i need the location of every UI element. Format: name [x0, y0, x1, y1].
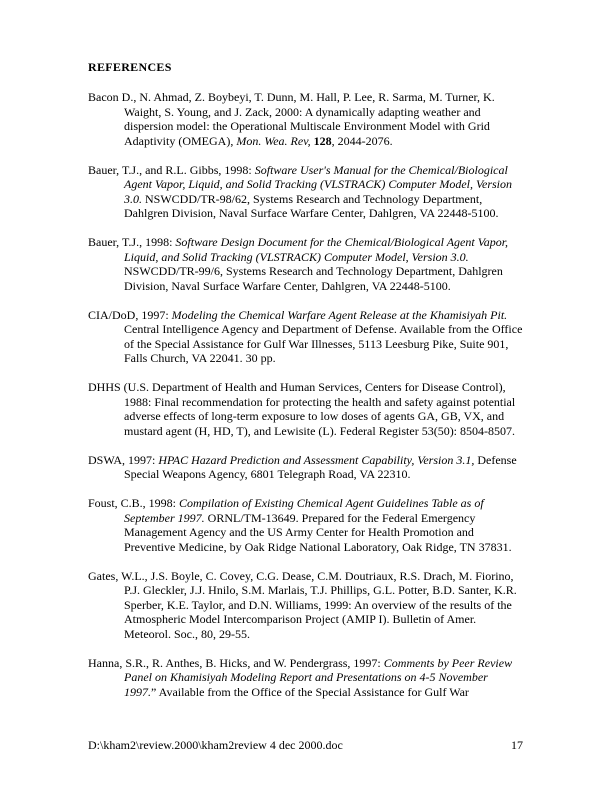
reference-text-segment: Modeling the Chemical Warfare Agent Release at the Khamisiyah Pit. [171, 307, 508, 322]
page-footer [88, 738, 523, 753]
reference-entry [88, 380, 523, 438]
reference-text-segment: Central Intelligence Agency and Department of Defense. Available from the Office of the Special Assistance for Gulf War Illnesses, 5113 Leesburg Pike, Suite 901, Falls Church, VA 22041. 30 pp. [124, 322, 523, 365]
reference-text-segment: Bauer, T.J., and R.L. Gibbs, 1998: [88, 162, 255, 177]
reference-text-segment: NSWCDD/TR-99/6, Systems Research and Technology Department, Dahlgren Division, Naval Surface Warfare Center, Dahlgren, VA 22448-5100. [124, 264, 503, 293]
reference-text-segment: Mon. Wea. Rev, [236, 133, 311, 148]
reference-text-segment: HPAC Hazard Prediction and Assessment Capability, Version 3.1, [158, 452, 475, 467]
reference-entry [88, 163, 523, 221]
reference-entry [88, 569, 523, 642]
reference-text-segment: Software Design Document for the Chemical/Biological Agent Vapor, Liquid, and Solid Tracking (VLSTRACK) Computer Model, Version 3.0. [124, 235, 509, 264]
footer-page-number: 17 [511, 738, 523, 752]
reference-entry [88, 235, 523, 293]
reference-text-segment: ORNL/TM-13649. Prepared for the Federal Emergency Management Agency and the US Army Center for Health Promotion and Preventive Medicine, by Oak Ridge National Laboratory, Oak Ridge, TN 37831. [124, 510, 512, 554]
reference-text-segment: , 2044-2076. [331, 133, 393, 148]
reference-text-segment: Defense Special Weapons Agency, 6801 Telegraph Road, VA 22310. [124, 452, 517, 481]
reference-text-segment: Compilation of Existing Chemical Agent Guidelines Table as of September 1997. [124, 496, 484, 525]
reference-entry [88, 90, 523, 148]
reference-text-segment: Gates, W.L., J.S. Boyle, C. Covey, C.G. Dease, C.M. Doutriaux, R.S. Drach, M. Fiorino, P.J. Gleckler, J.J. Hnilo, S.M. Marlais, T.J. Phillips, G.L. Potter, B.D. Santer, K.R. Sperber, K.E. Taylor, and D.N. Williams, 1999: An overview of the results of the Atmospheric Model Intercomparison Project (AMIP I). Bulletin of Amer. Meteorol. Soc., 80, 29-55. [88, 568, 517, 641]
page-title: REFERENCES [88, 60, 172, 74]
footer-file-path: D:\kham2\review.2000\kham2review 4 dec 2000.doc [88, 738, 343, 752]
reference-text-segment: DSWA, 1997: [88, 452, 159, 467]
reference-text-segment: Hanna, S.R., R. Anthes, B. Hicks, and W. Pendergrass, 1997: [88, 655, 384, 670]
reference-text-segment: Foust, C.B., 1998: [88, 496, 180, 510]
reference-text-segment: Bacon D., N. Ahmad, Z. Boybeyi, T. Dunn, M. Hall, P. Lee, R. Sarma, M. Turner, K. Waight, S. Young, and J. Zack, 2000: A dynamically adapting weather and dispersion model: the Operational Multiscale Environment Model with Grid Adaptivity (OMEGA), [88, 90, 495, 148]
reference-text-segment: DHHS (U.S. Department of Health and Human Services, Centers for Disease Control), 1988: Final recommendation for protecting the health and safety against potential adverse effects of long-term exposure to low doses of agents GA, GB, VX, and mustard agent (H, HD, T), and Lewisite (L). Federal Register 53(50): 8504-8507. [88, 380, 516, 438]
reference-text-segment: CIA/DoD, 1997: [88, 307, 172, 322]
reference-entry [88, 308, 523, 366]
reference-text-segment: ” Available from the Office of the Special Assistance for Gulf War [151, 684, 469, 699]
reference-entry [88, 656, 523, 700]
reference-entry [88, 453, 523, 482]
references-list [88, 90, 523, 699]
reference-entry [88, 496, 523, 554]
reference-text-segment: NSWCDD/TR-98/62, Systems Research and Technology Department, Dahlgren Division, Naval Surface Warfare Center, Dahlgren, VA 22448-5100. [124, 191, 499, 220]
reference-text-segment: Software User's Manual for the Chemical/Biological Agent Vapor, Liquid, and Solid Tracking (VLSTRACK) Computer Model, Version 3.0. [124, 162, 513, 206]
reference-text-segment: 128 [313, 133, 332, 148]
reference-text-segment: Bauer, T.J., 1998: [88, 235, 176, 249]
reference-text-segment: Comments by Peer Review Panel on Khamisiyah Modeling Report and Presentations on 4-5 November 1997. [124, 655, 513, 699]
